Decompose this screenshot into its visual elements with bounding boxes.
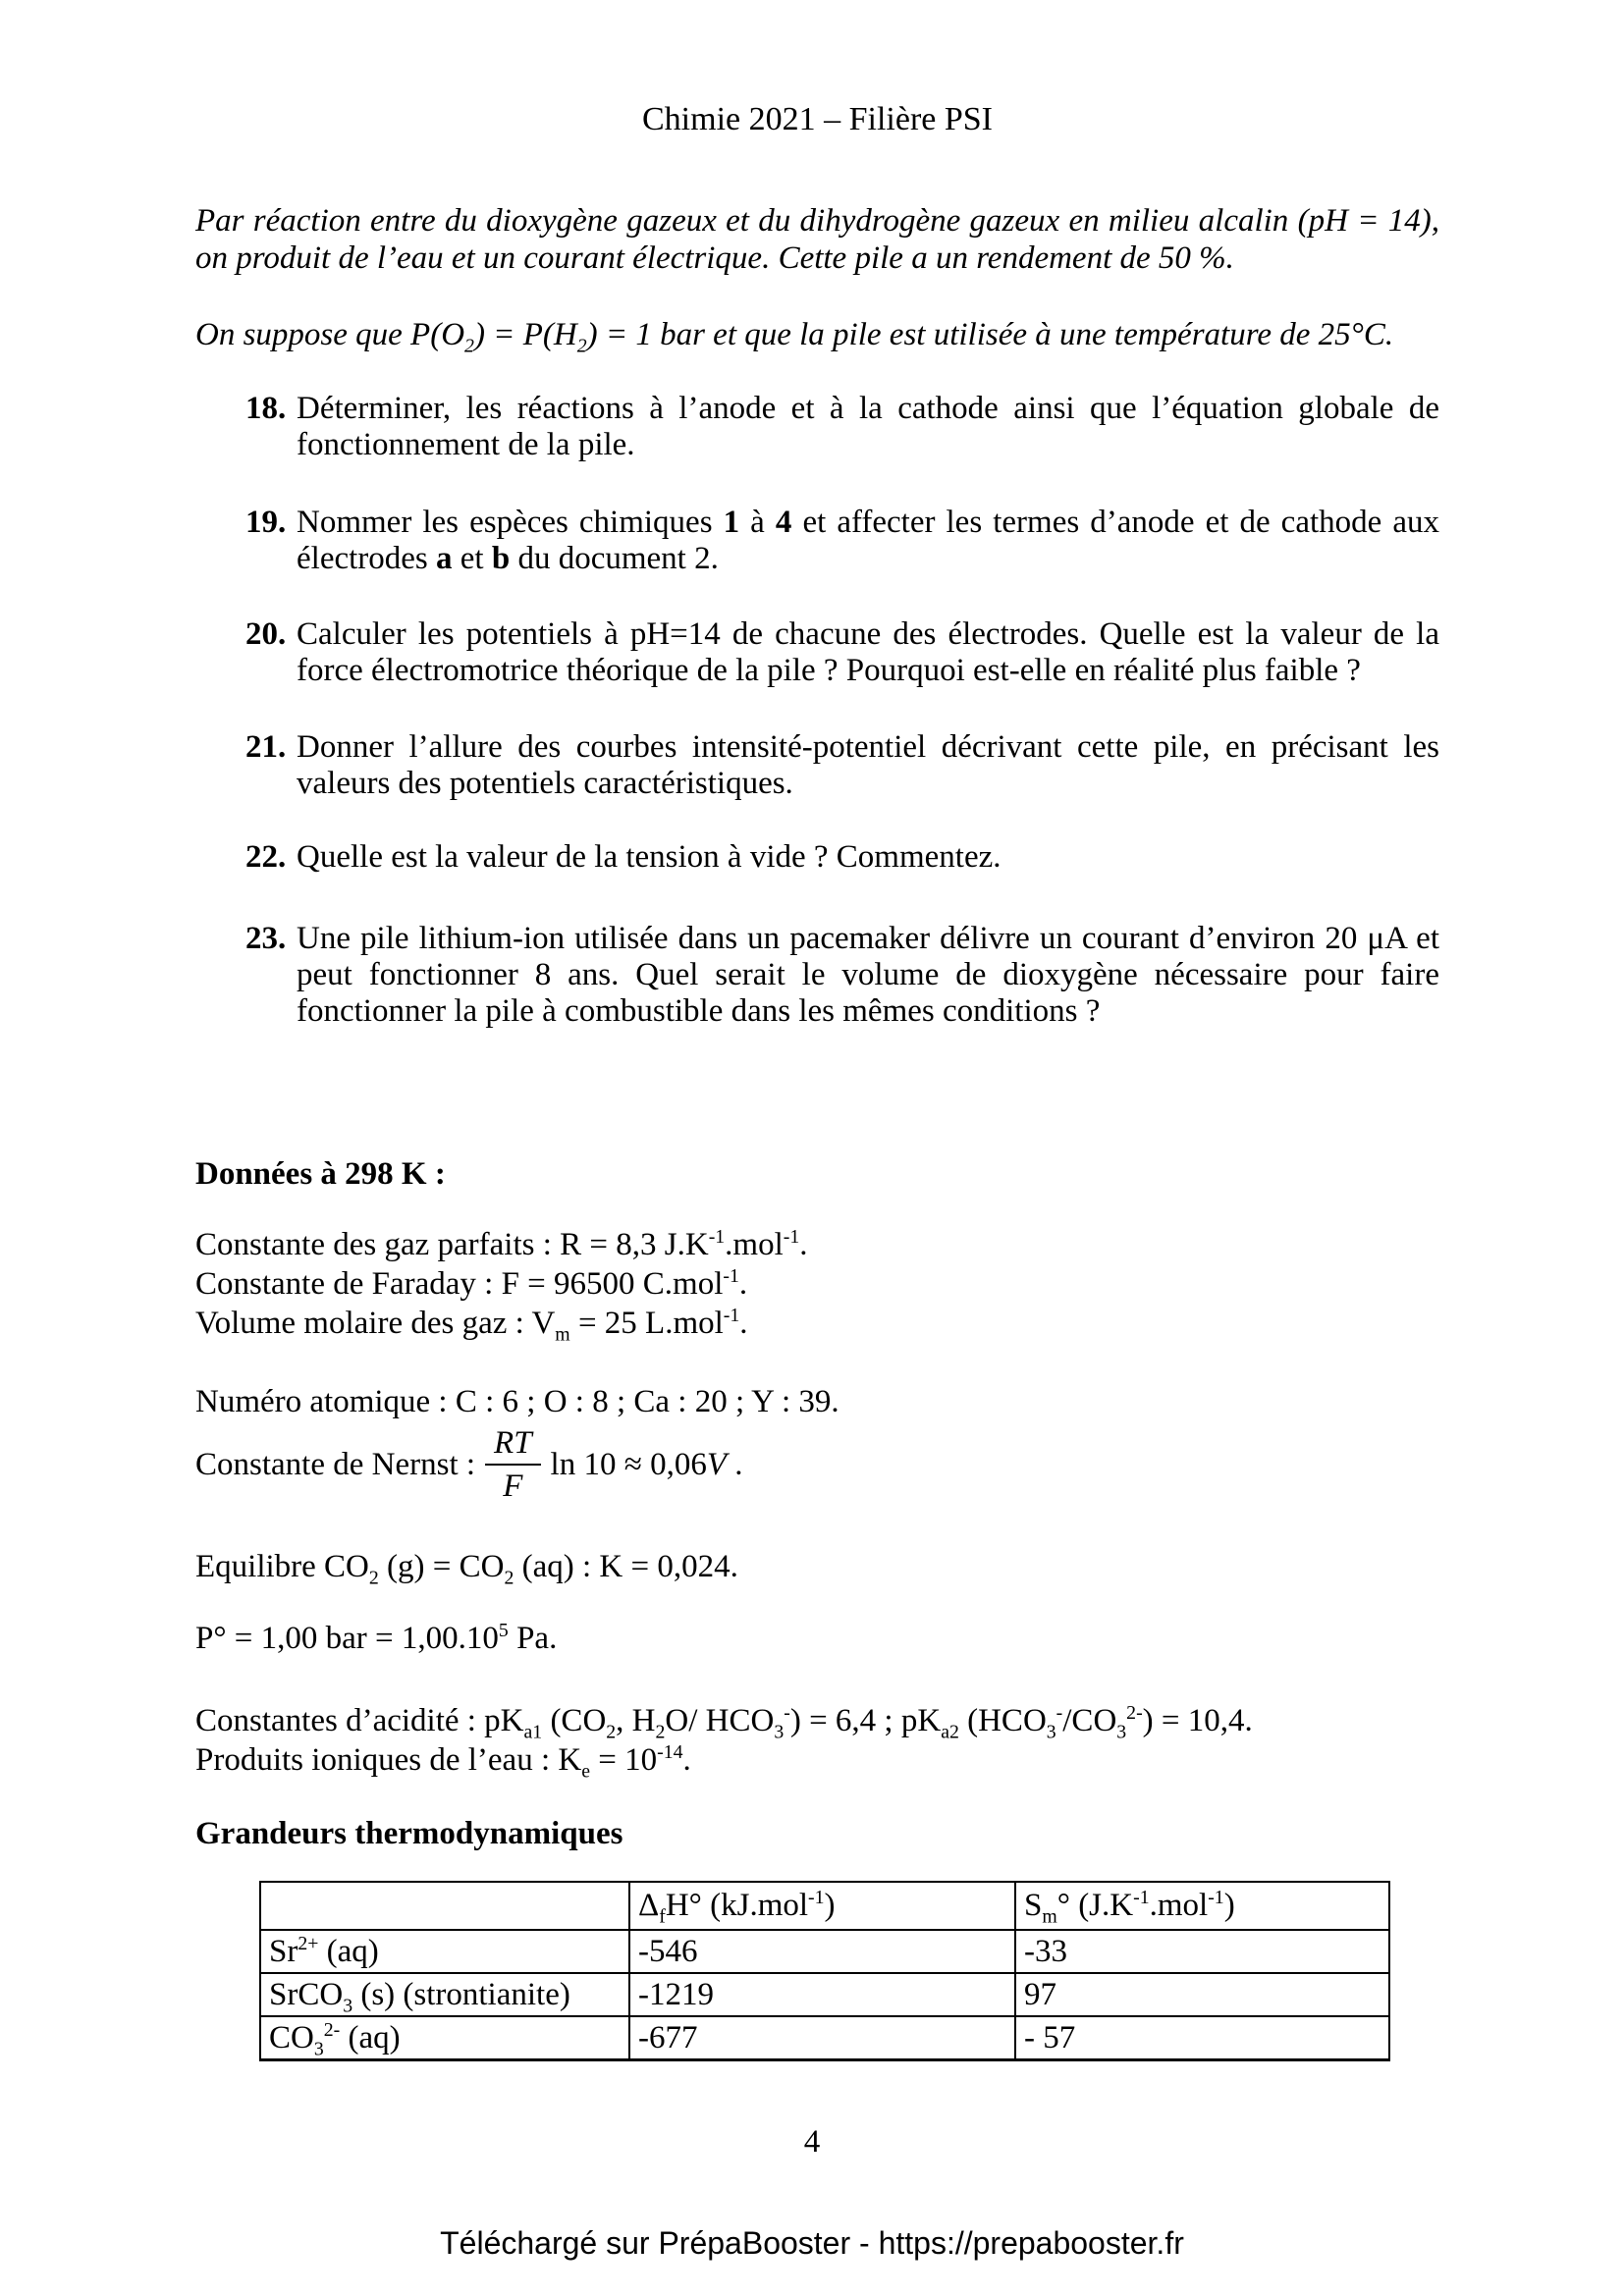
nernst-fraction-denominator: F bbox=[503, 1468, 523, 1504]
intro-paragraph-1: Par réaction entre du dioxygène gazeux et du dihydrogène gazeux en milieu alcalin (pH = 14), on produit de l’eau et un courant électrique. Cette pile a un rendement de 50 %. bbox=[195, 203, 1439, 276]
standard-pressure-line: P° = 1,00 bar = $1,00.10^5$ Pa. bbox=[195, 1620, 558, 1656]
question-18-number: 18. bbox=[245, 391, 287, 426]
thermodynamic-table bbox=[259, 1881, 1390, 2061]
question-22 bbox=[195, 839, 1439, 876]
question-23-text: Une pile lithium-ion utilisée dans un pacemaker délivre un courant d’environ 20 μA et peut fonctionner 8 ans. Quel serait le volume de dioxygène nécessaire pour faire fonctionner la pile à combustible dans les mêmes conditions ? bbox=[297, 921, 1439, 1029]
nernst-fraction-numerator: RT bbox=[485, 1424, 541, 1466]
nernst-value: ln 10 ≈ 0,06V . bbox=[550, 1446, 743, 1482]
table-cell-sm: 97 bbox=[1015, 1973, 1389, 2016]
question-22-number: 22. bbox=[245, 839, 287, 875]
table-header-row bbox=[260, 1882, 1389, 1930]
question-21-number: 21. bbox=[245, 729, 287, 765]
co2-equilibrium-line: Equilibre $CO_2$ $(g) = CO_2$ (aq) : K = 0,024. bbox=[195, 1549, 738, 1589]
intro-paragraph-2: On suppose que $P(O_2) = P(H_2) = 1$ bar et que la pile est utilisée à une température de 25°C. bbox=[195, 317, 1394, 357]
question-18 bbox=[195, 391, 1439, 463]
question-23 bbox=[195, 921, 1439, 1030]
table-cell-species: $CO_3^{2-}$ (aq) bbox=[260, 2016, 629, 2060]
question-20-text: Calculer les potentiels à pH=14 de chacune des électrodes. Quelle est la valeur de la force électromotrice théorique de la pile ? Pourquoi est-elle en réalité plus faible ? bbox=[297, 616, 1439, 688]
nernst-fraction bbox=[485, 1424, 541, 1505]
footer-text: Téléchargé sur PrépaBooster - https://prepabooster.fr bbox=[440, 2225, 1184, 2261]
acidity-constants-line: Constantes d’acidité : $pK_{a1}$ ($CO_2$, $H_2O/$ $HCO_3^-) = 6,4$ ; $pK_{a2}$ $(HCO_3^-/CO_3^{2-}) = 10,4$. bbox=[195, 1702, 1253, 1743]
table-cell-species: $Sr^{2+}$ (aq) bbox=[260, 1930, 629, 1973]
table-row bbox=[260, 2016, 1389, 2060]
question-21 bbox=[195, 729, 1439, 802]
page-content bbox=[195, 100, 1439, 2061]
question-20-number: 20. bbox=[245, 616, 287, 652]
acidity-block bbox=[195, 1701, 1439, 1783]
question-19 bbox=[195, 505, 1439, 577]
nernst-label: Constante de Nernst : bbox=[195, 1446, 476, 1482]
question-23-number: 23. bbox=[245, 921, 287, 956]
page-number: 4 bbox=[803, 2124, 821, 2160]
question-19-number: 19. bbox=[245, 505, 287, 540]
table-cell-sm: -33 bbox=[1015, 1930, 1389, 1973]
table-cell-dfh: -546 bbox=[629, 1930, 1015, 1973]
gas-constant-line: Constante des gaz parfaits : R = 8,3 $J.K^{-1}.mol^{-1}$. bbox=[195, 1226, 808, 1262]
molar-volume-line: Volume molaire des gaz : $V_m = 25$ L.mol$^{-1}$. bbox=[195, 1305, 748, 1346]
table-cell-dfh: -1219 bbox=[629, 1973, 1015, 2016]
table-cell-sm: - 57 bbox=[1015, 2016, 1389, 2060]
question-18-text: Déterminer, les réactions à l’anode et à la cathode ainsi que l’équation globale de fonctionnement de la pile. bbox=[297, 391, 1439, 462]
ionic-product-line: Produits ioniques de l’eau : $K_e = 10^{-14}$. bbox=[195, 1741, 691, 1783]
table-header-dfh: $\Delta_fH^\circ$ (kJ.mol$^{-1}$) bbox=[629, 1882, 1015, 1930]
atomic-number-line: Numéro atomique : C : 6 ; O : 8 ; Ca : 20 ; Y : 39. bbox=[195, 1384, 839, 1419]
table-header-sm: $S_m^\circ$ $(J.K^{-1}.mol^{-1})$ bbox=[1015, 1882, 1389, 1930]
question-20 bbox=[195, 616, 1439, 689]
table-row bbox=[260, 1973, 1389, 2016]
table-cell-dfh: -677 bbox=[629, 2016, 1015, 2060]
thermo-section-heading: Grandeurs thermodynamiques bbox=[195, 1816, 623, 1851]
table-cell-species: SrCO$_3$ (s) (strontianite) bbox=[260, 1973, 629, 2016]
page-title: Chimie 2021 – Filière PSI bbox=[642, 101, 993, 137]
question-21-text: Donner l’allure des courbes intensité-potentiel décrivant cette pile, en précisant les valeurs des potentiels caractéristiques. bbox=[297, 729, 1439, 801]
constants-block bbox=[195, 1225, 1439, 1346]
table-row bbox=[260, 1930, 1389, 1973]
question-19-text: Nommer les espèces chimiques 1 à 4 et affecter les termes d’anode et de cathode aux électrodes a et b du document 2. bbox=[297, 505, 1439, 576]
data-section-heading: Données à 298 K : bbox=[195, 1156, 446, 1192]
table-header-species bbox=[260, 1882, 629, 1930]
question-22-text: Quelle est la valeur de la tension à vide ? Commentez. bbox=[297, 839, 1001, 875]
faraday-constant-line: Constante de Faraday : F = 96500 C.mol$^{-1}$. bbox=[195, 1265, 748, 1302]
nernst-constant-line bbox=[195, 1423, 1439, 1506]
